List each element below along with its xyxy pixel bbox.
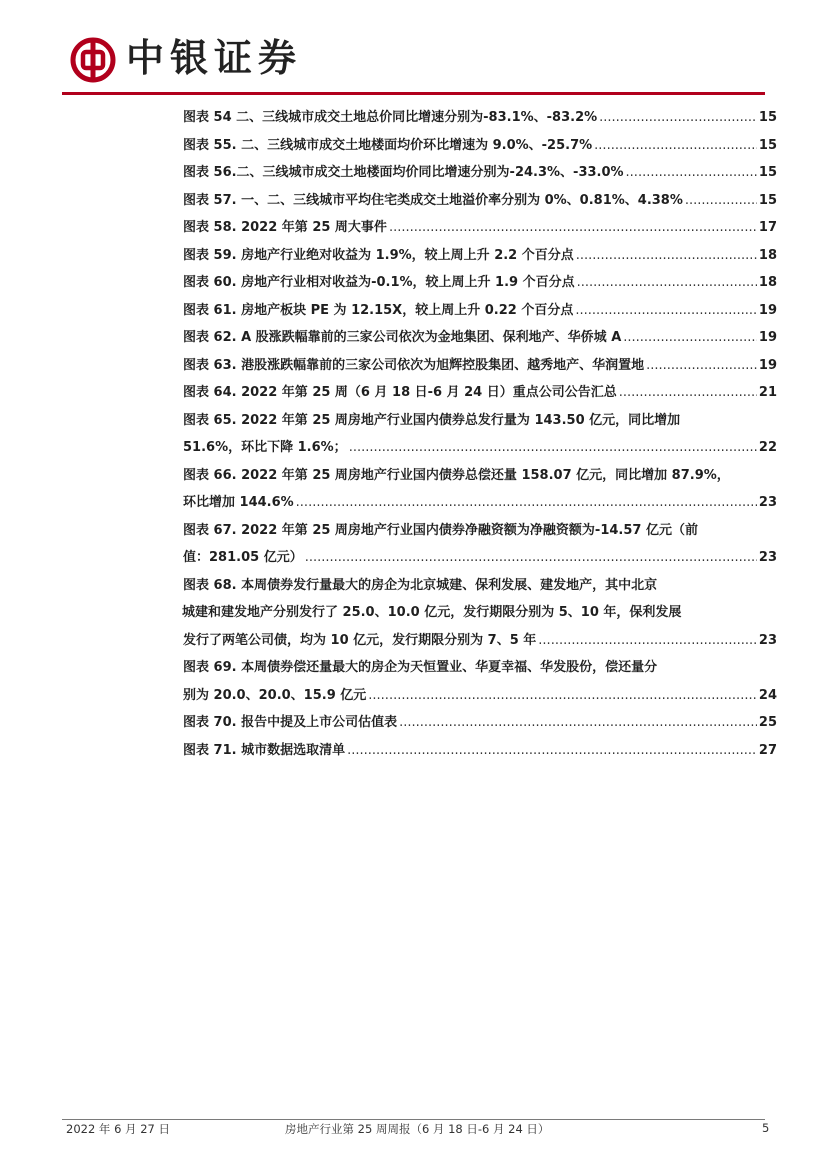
toc-entry-title: 图表 70. 报告中提及上市公司估值表: [183, 715, 398, 730]
dot-leader: [305, 544, 757, 572]
toc-entry[interactable]: [183, 462, 777, 517]
page-header: [0, 0, 827, 100]
dot-leader: [349, 434, 757, 462]
toc-entry[interactable]: [183, 517, 777, 572]
toc-entry-title-line: 城建和建发地产分别发行了 25.0、10.0 亿元，发行期限分别为 5、10 年，保利发展: [182, 605, 682, 620]
toc-entry-page: 23: [758, 495, 777, 510]
toc-entry-page: 15: [758, 137, 777, 153]
toc-entry-title: 图表 58. 2022 年第 25 周大事件: [183, 220, 387, 235]
toc-entry-title-line: 图表 66. 2022 年第 25 周房地产行业国内债券总偿还量 158.07 亿元，同比增加 87.9%，: [183, 467, 730, 483]
toc-entry-page: 17: [758, 220, 777, 235]
toc-entry[interactable]: [183, 214, 777, 242]
dot-leader: [576, 242, 757, 270]
toc-entry-page: 24: [758, 687, 777, 703]
toc-entry[interactable]: [183, 352, 777, 380]
toc-entry-title: 图表 55. 二、三线城市成交土地楼面均价环比增速为 9.0%、-25.7%: [183, 137, 593, 153]
toc-entry-title-line: 图表 67. 2022 年第 25 周房地产行业国内债券净融资额为净融资额为-14.57 亿元（前: [183, 522, 698, 538]
toc-entry-page: 22: [758, 440, 777, 455]
dot-leader: [626, 159, 757, 187]
toc-entry-page: 25: [758, 715, 777, 730]
page-number: 5: [762, 1121, 770, 1135]
toc-entry[interactable]: [183, 709, 777, 737]
dot-leader: [623, 324, 757, 352]
toc-entry-page: 27: [758, 742, 777, 758]
toc-entry-title: 图表 64. 2022 年第 25 周（6 月 18 日-6 月 24 日）重点公司公告汇总: [183, 385, 617, 400]
toc-entry-title-line: 图表 65. 2022 年第 25 周房地产行业国内债券总发行量为 143.50 亿元，同比增加: [183, 412, 681, 428]
toc-entry[interactable]: [183, 324, 777, 352]
header-divider: [62, 92, 765, 95]
toc-entry-title: 图表 57. 一、二、三线城市平均住宅类成交土地溢价率分别为 0%、0.81%、4.38%: [183, 192, 683, 208]
dot-leader: [575, 297, 757, 325]
toc-entry-title: 图表 54 二、三线城市成交土地总价同比增速分别为-83.1%、-83.2%: [183, 110, 598, 125]
dot-leader: [685, 187, 757, 215]
toc-entry-page: 15: [758, 110, 777, 125]
toc-entry-title: 图表 63. 港股涨跌幅靠前的三家公司依次为旭辉控股集团、越秀地产、华润置地: [183, 357, 645, 373]
toc-entry[interactable]: [183, 297, 777, 325]
toc-entry-title: 图表 61. 房地产板块 PE 为 12.15X，较上周上升 0.22 个百分点: [183, 302, 574, 318]
toc-entry[interactable]: [183, 242, 777, 270]
toc-entry-title: 图表 59. 房地产行业绝对收益为 1.9%，较上周上升 2.2 个百分点: [183, 247, 574, 263]
toc-entry-title: 图表 62. A 股涨跌幅靠前的三家公司依次为金地集团、保利地产、华侨城 A: [183, 330, 622, 345]
dot-leader: [619, 379, 757, 407]
dot-leader: [599, 104, 757, 132]
figure-list: [183, 104, 777, 764]
toc-entry[interactable]: [183, 159, 777, 187]
dot-leader: [646, 352, 757, 380]
toc-entry-title: 图表 71. 城市数据选取清单: [183, 742, 346, 758]
toc-entry-page: 23: [758, 550, 777, 565]
toc-entry[interactable]: [183, 737, 777, 765]
toc-entry[interactable]: [183, 654, 777, 709]
toc-entry-page: 18: [758, 247, 777, 263]
dot-leader: [399, 709, 757, 737]
dot-leader: [577, 269, 757, 297]
toc-entry-page: 21: [758, 385, 777, 400]
footer-report-title: 房地产行业第 25 周周报（6 月 18 日-6 月 24 日）: [285, 1122, 550, 1136]
toc-entry-page: 23: [758, 632, 777, 648]
dot-leader: [538, 627, 757, 655]
toc-entry[interactable]: [183, 269, 777, 297]
toc-entry-title-line: 值：281.05 亿元）: [183, 550, 303, 565]
toc-entry-page: 19: [758, 330, 777, 345]
dot-leader: [347, 737, 757, 765]
toc-entry[interactable]: [183, 104, 777, 132]
toc-entry-title-line: 图表 68. 本周债券发行量最大的房企为北京城建、保利发展、建发地产，其中北京: [183, 577, 658, 593]
footer-date: 2022 年 6 月 27 日: [66, 1122, 170, 1136]
toc-entry-page: 15: [758, 165, 777, 180]
toc-entry-page: 18: [758, 275, 777, 290]
toc-entry-title-line: 别为 20.0、20.0、15.9 亿元: [183, 687, 367, 703]
bank-of-china-logo-icon: [70, 37, 116, 83]
toc-entry[interactable]: [183, 572, 777, 655]
toc-entry[interactable]: [183, 407, 777, 462]
toc-entry-page: 15: [758, 192, 777, 208]
toc-entry-title: 图表 60. 房地产行业相对收益为-0.1%，较上周上升 1.9 个百分点: [183, 275, 575, 290]
brand-name: 中银证券: [126, 36, 303, 80]
toc-entry-page: 19: [758, 302, 777, 318]
dot-leader: [389, 214, 757, 242]
toc-entry[interactable]: [183, 187, 777, 215]
toc-entry[interactable]: [183, 132, 777, 160]
dot-leader: [368, 682, 757, 710]
toc-entry-page: 19: [758, 357, 777, 373]
dot-leader: [594, 132, 757, 160]
footer-divider: [62, 1119, 765, 1120]
toc-entry-title-line: 环比增加 144.6%: [183, 495, 294, 510]
toc-entry-title-line: 图表 69. 本周债券偿还量最大的房企为天恒置业、华夏幸福、华发股份，偿还量分: [183, 660, 658, 675]
dot-leader: [296, 489, 757, 517]
toc-entry-title-line: 51.6%，环比下降 1.6%；: [183, 440, 347, 455]
toc-entry-title-line: 发行了两笔公司债，均为 10 亿元，发行期限分别为 7、5 年: [183, 632, 537, 648]
toc-entry[interactable]: [183, 379, 777, 407]
toc-entry-title: 图表 56.二、三线城市成交土地楼面均价同比增速分别为-24.3%、-33.0%: [183, 165, 624, 180]
